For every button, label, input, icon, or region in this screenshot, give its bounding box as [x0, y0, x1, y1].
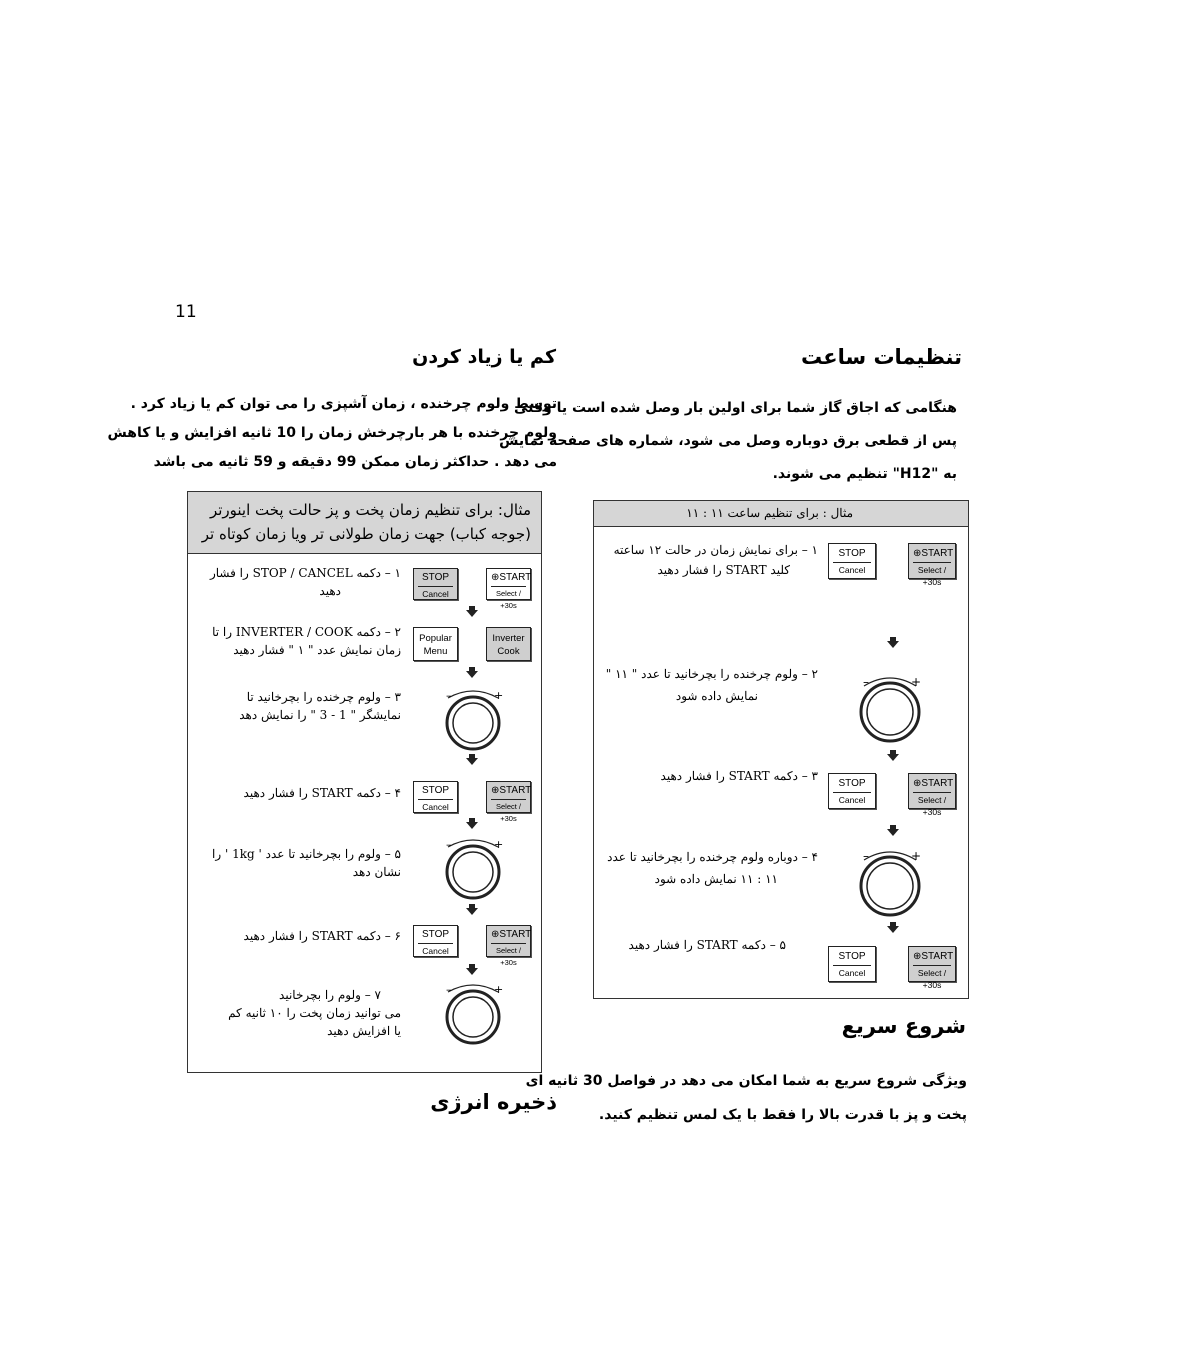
step-line: ۵ – ولوم را بچرخانید تا عدد ' 1kg ' را: [212, 847, 401, 861]
svg-text:+: +: [494, 838, 504, 851]
button-label: STOP: [833, 950, 871, 966]
page-number: 11: [175, 302, 197, 322]
button-sublabel: Cancel: [838, 565, 866, 575]
clock-step-4: [607, 846, 818, 890]
button-sublabel: Cancel: [838, 968, 866, 978]
step-line: می توانید زمان پخت را ۱۰ ثانیه کم: [228, 1006, 401, 1020]
step-line: نشان دهد: [352, 865, 401, 879]
quick-start-paragraph-clip: [525, 1064, 970, 1123]
stop-cancel-button[interactable]: [828, 946, 876, 982]
button-label: ⊕START: [491, 928, 526, 944]
paragraph-line: هنگامی که اجاق گاز شما برای اولین بار وصل شده است یا وقتی: [513, 400, 957, 416]
inverter-step-3: [239, 688, 401, 724]
quick-start-paragraph: [526, 1064, 967, 1132]
button-label: ⊕START: [913, 547, 951, 563]
button-sublabel: Cancel: [422, 589, 449, 599]
step-line: ۴ – دوباره ولوم چرخنده را بچرخانید تا عدد: [607, 850, 818, 864]
button-sublabel: Cancel: [422, 946, 449, 956]
button-sublabel: Menu: [423, 646, 448, 657]
inverter-example-title: [188, 492, 541, 554]
dial-knob-icon[interactable]: [440, 686, 506, 752]
stop-cancel-button[interactable]: [828, 543, 876, 579]
svg-text:+: +: [911, 849, 922, 863]
button-label: ⊕START: [491, 571, 526, 587]
inverter-step-2: [212, 623, 401, 659]
down-arrow-icon: [887, 926, 899, 933]
step-line: زمان نمایش عدد " ۱ " فشار دهید: [233, 643, 401, 657]
button-label: STOP: [833, 777, 871, 793]
inverter-step-5: [212, 845, 401, 881]
button-sublabel: Select / +30s: [495, 802, 521, 823]
inverter-example-box: [187, 491, 542, 1073]
quick-start-heading: شروع سریع: [841, 1014, 966, 1038]
clock-step-1: [614, 540, 818, 580]
step-line: ۴ – دکمه START را فشار دهید: [243, 786, 401, 800]
button-label: ⊕START: [491, 784, 526, 800]
svg-text:+: +: [494, 689, 504, 702]
title-line: مثال: برای تنظیم زمان پخت و پز حالت پخت اینورتر: [209, 501, 531, 519]
button-sublabel: Select / +30s: [495, 946, 521, 967]
clock-settings-heading: تنظیمات ساعت: [801, 345, 962, 369]
clock-example-title: مثال : برای تنظیم ساعت ۱۱ : ۱۱: [594, 501, 968, 527]
button-sublabel: Select / +30s: [495, 589, 521, 610]
paragraph-line: به "H12" تنظیم می شوند.: [772, 466, 957, 482]
button-sublabel: Select / +30s: [917, 565, 947, 587]
popular-menu-button[interactable]: [413, 627, 458, 661]
down-arrow-icon: [466, 671, 478, 678]
paragraph-line: می دهد . حداکثر زمان ممکن 99 دقیقه و 59 ثانیه می باشد: [153, 454, 557, 470]
clock-step-3: [661, 767, 818, 785]
start-button[interactable]: [908, 946, 956, 990]
step-line: ۷ – ولوم را بچرخانید: [279, 988, 381, 1002]
svg-text:–: –: [863, 675, 869, 689]
button-label: STOP: [418, 784, 453, 800]
step-line: دهید: [319, 584, 341, 598]
step-line: نمایش داده شود: [675, 689, 758, 703]
svg-text:+: +: [911, 675, 922, 689]
clock-step-5: [629, 936, 786, 954]
button-label: Inverter: [492, 633, 525, 644]
start-button[interactable]: [486, 568, 532, 610]
inverter-step-6: [244, 927, 401, 945]
svg-text:–: –: [863, 849, 869, 863]
start-button[interactable]: [908, 543, 956, 587]
stop-cancel-button[interactable]: [828, 773, 876, 809]
button-label: STOP: [418, 928, 453, 944]
inverter-step-1: [210, 564, 401, 600]
step-line: ۵ – دکمه START را فشار دهید: [628, 938, 786, 952]
dial-knob-icon[interactable]: [440, 980, 506, 1046]
step-line: ۳ – ولوم چرخنده را بچرخانید تا: [246, 690, 401, 704]
step-line: یا افزایش دهید: [327, 1024, 401, 1038]
button-sublabel: Cancel: [422, 802, 449, 812]
stop-cancel-button[interactable]: [413, 568, 458, 600]
step-line: ۲ – دکمه INVERTER / COOK را تا: [212, 625, 401, 639]
increase-decrease-heading: کم یا زیاد کردن: [412, 346, 556, 368]
button-sublabel: Cancel: [838, 795, 866, 805]
step-line: ۱۱ : ۱۱ نمایش داده شود: [654, 872, 778, 886]
inverter-cook-button[interactable]: [486, 627, 531, 661]
down-arrow-icon: [466, 758, 478, 765]
down-arrow-icon: [887, 754, 899, 761]
button-label: ⊕START: [913, 777, 951, 793]
energy-saving-heading: ذخیره انرژی: [430, 1090, 557, 1114]
increase-decrease-paragraph: [107, 390, 557, 477]
svg-text:–: –: [446, 983, 452, 996]
start-button[interactable]: [486, 781, 532, 823]
stop-cancel-button[interactable]: [413, 781, 458, 813]
step-line: ۶ – دکمه START را فشار دهید: [243, 929, 401, 943]
button-sublabel: Cook: [497, 646, 520, 657]
svg-text:+: +: [494, 983, 504, 996]
down-arrow-icon: [466, 968, 478, 975]
dial-knob-icon[interactable]: [856, 672, 924, 744]
step-line: ۱ – برای نمایش زمان در حالت ۱۲ ساعته: [613, 543, 818, 557]
inverter-step-4: [244, 784, 401, 802]
button-label: STOP: [833, 547, 871, 563]
title-line: (جوجه کباب) جهت زمان طولانی تر ویا زمان کوتاه تر: [201, 525, 531, 543]
clock-step-2: [606, 663, 818, 707]
paragraph-line: ولوم چرخنده با هر بارچرخش زمان را 10 ثانیه افزایش و یا کاهش: [107, 425, 557, 441]
down-arrow-icon: [466, 908, 478, 915]
step-line: ۲ – ولوم چرخنده را بچرخانید تا عدد " ۱۱ ": [605, 667, 818, 681]
down-arrow-icon: [466, 822, 478, 829]
svg-text:–: –: [446, 689, 452, 702]
paragraph-line: پخت و پز با قدرت بالا را فقط با یک لمس تنظیم کنید.: [598, 1107, 967, 1123]
step-line: کلید START را فشار دهید: [657, 563, 790, 577]
dial-knob-icon[interactable]: [440, 835, 506, 901]
svg-text:–: –: [446, 838, 452, 851]
start-button[interactable]: [908, 773, 956, 817]
button-label: Popular: [419, 633, 452, 644]
clock-example-box: [593, 500, 969, 999]
button-sublabel: Select / +30s: [917, 795, 947, 817]
button-label: ⊕START: [913, 950, 951, 966]
clock-settings-paragraph: [499, 392, 957, 491]
paragraph-line: پس از قطعی برق دوباره وصل می شود، شماره های صفحه نمایش: [499, 433, 957, 449]
stop-cancel-button[interactable]: [413, 925, 458, 957]
down-arrow-icon: [466, 610, 478, 617]
paragraph-line: توسط ولوم چرخنده ، زمان آشپزی را می توان کم یا زیاد کرد .: [130, 396, 557, 412]
step-line: نمایشگر " 1 - 3 " را نمایش دهد: [239, 708, 401, 722]
paragraph-line: ویژگی شروع سریع به شما امکان می دهد در فواصل 30 ثانیه ای: [525, 1073, 967, 1089]
step-line: ۳ – دکمه START را فشار دهید: [660, 769, 818, 783]
down-arrow-icon: [887, 829, 899, 836]
button-sublabel: Select / +30s: [917, 968, 947, 990]
dial-knob-icon[interactable]: [856, 846, 924, 918]
button-label: STOP: [418, 571, 453, 587]
inverter-step-7: [228, 986, 401, 1040]
down-arrow-icon: [887, 641, 899, 648]
start-button[interactable]: [486, 925, 532, 967]
step-line: ۱ – دکمه STOP / CANCEL را فشار: [209, 566, 401, 580]
